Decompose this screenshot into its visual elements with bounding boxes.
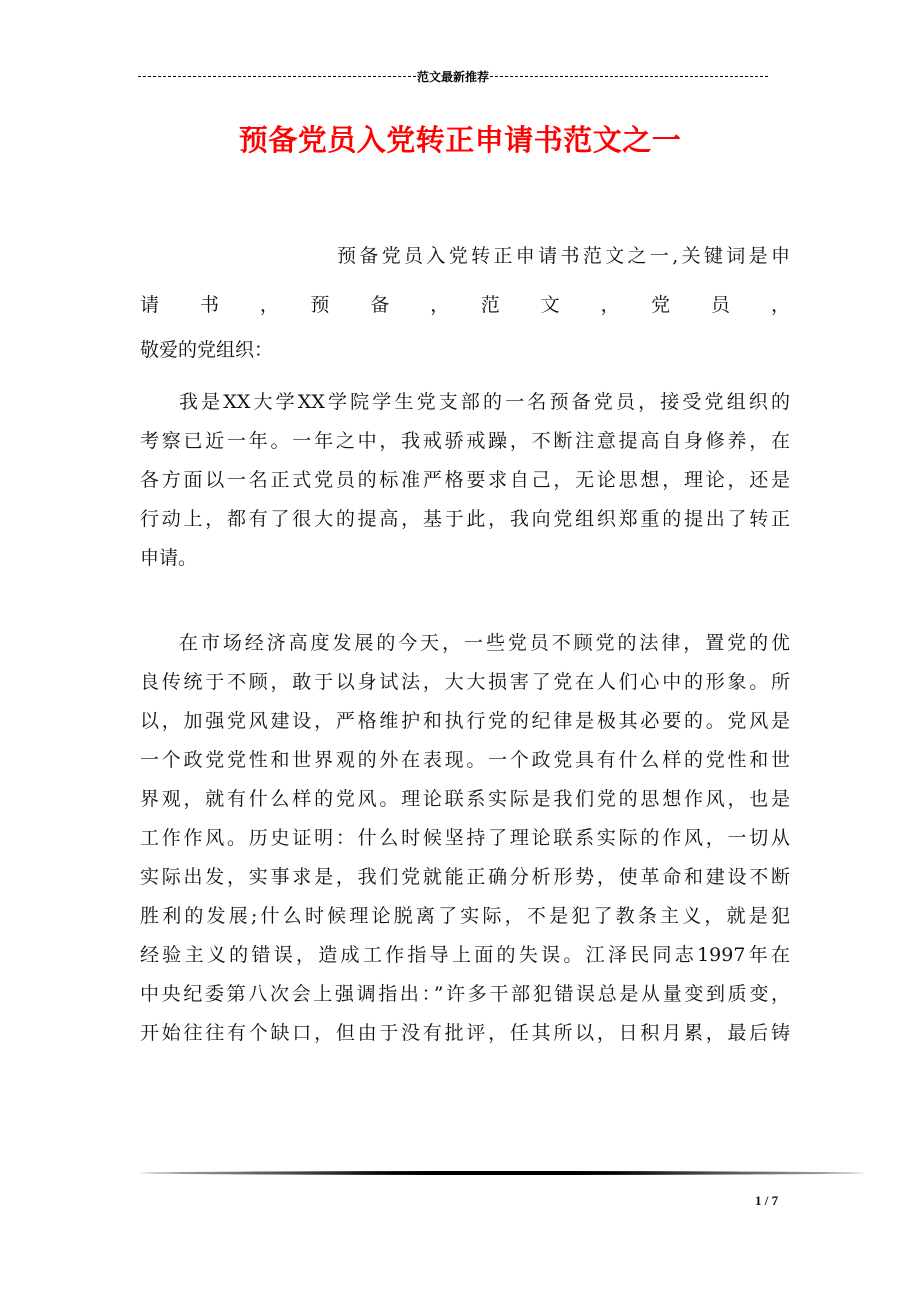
page-header — [138, 68, 768, 85]
header-label: 范文最新推荐 — [417, 70, 490, 84]
body-text-line: 考察已近一年。一年之中，我戒骄戒躁，不断注意提高自身修养，在 — [140, 430, 790, 452]
body-text-line: 在市场经济高度发展的今天，一些党员不顾党的法律，置党的优 — [179, 632, 790, 654]
body-text-line: 请 书 ， 预 备 ， 范 文 ， 党 员 ， — [140, 294, 790, 316]
body-text-line: 实际出发，实事求是，我们党就能正确分析形势，使革命和建设不断 — [140, 866, 790, 888]
body-text-line: 界观，就有什么样的党风。理论联系实际是我们党的思想作风，也是 — [140, 788, 790, 810]
body-text-line: 申请。 — [140, 547, 198, 569]
footer-divider — [140, 1171, 864, 1175]
body-text-line: 各方面以一名正式党员的标准严格要求自己，无论思想，理论，还是 — [140, 469, 790, 491]
body-text-line: 我是XX大学XX学院学生党支部的一名预备党员，接受党组织的 — [179, 391, 790, 413]
body-text-line: 工作作风。历史证明：什么时候坚持了理论联系实际的作风，一切从 — [140, 827, 790, 849]
header-divider-right — [490, 76, 768, 77]
body-text-line: 开始往往有个缺口，但由于没有批评，任其所以，日积月累，最后铸 — [140, 1022, 790, 1044]
body-text-line: 胜利的发展;什么时候理论脱离了实际，不是犯了教条主义，就是犯 — [140, 905, 790, 927]
body-text-line: 良传统于不顾，敢于以身试法，大大损害了党在人们心中的形象。所 — [140, 671, 790, 693]
body-text-line: 行动上，都有了很大的提高，基于此，我向党组织郑重的提出了转正 — [140, 508, 790, 530]
page-number: 1 / 7 — [755, 1193, 779, 1208]
body-text-line: 敬爱的党组织： — [140, 339, 274, 361]
header-divider-left — [138, 76, 416, 77]
body-text-line: 中央纪委第八次会上强调指出：”许多干部犯错误总是从量变到质变， — [140, 983, 790, 1005]
body-text-line: 一个政党党性和世界观的外在表现。一个政党具有什么样的党性和世 — [140, 749, 790, 771]
body-text-line: 以，加强党风建设，严格维护和执行党的纪律是极其必要的。党风是 — [140, 710, 790, 732]
document-title: 预备党员入党转正申请书范文之一 — [238, 123, 682, 157]
body-text-line: 预备党员入党转正申请书范文之一,关键词是申 — [337, 245, 790, 267]
body-text-line: 经验主义的错误，造成工作指导上面的失误。江泽民同志1997年在 — [140, 944, 790, 966]
